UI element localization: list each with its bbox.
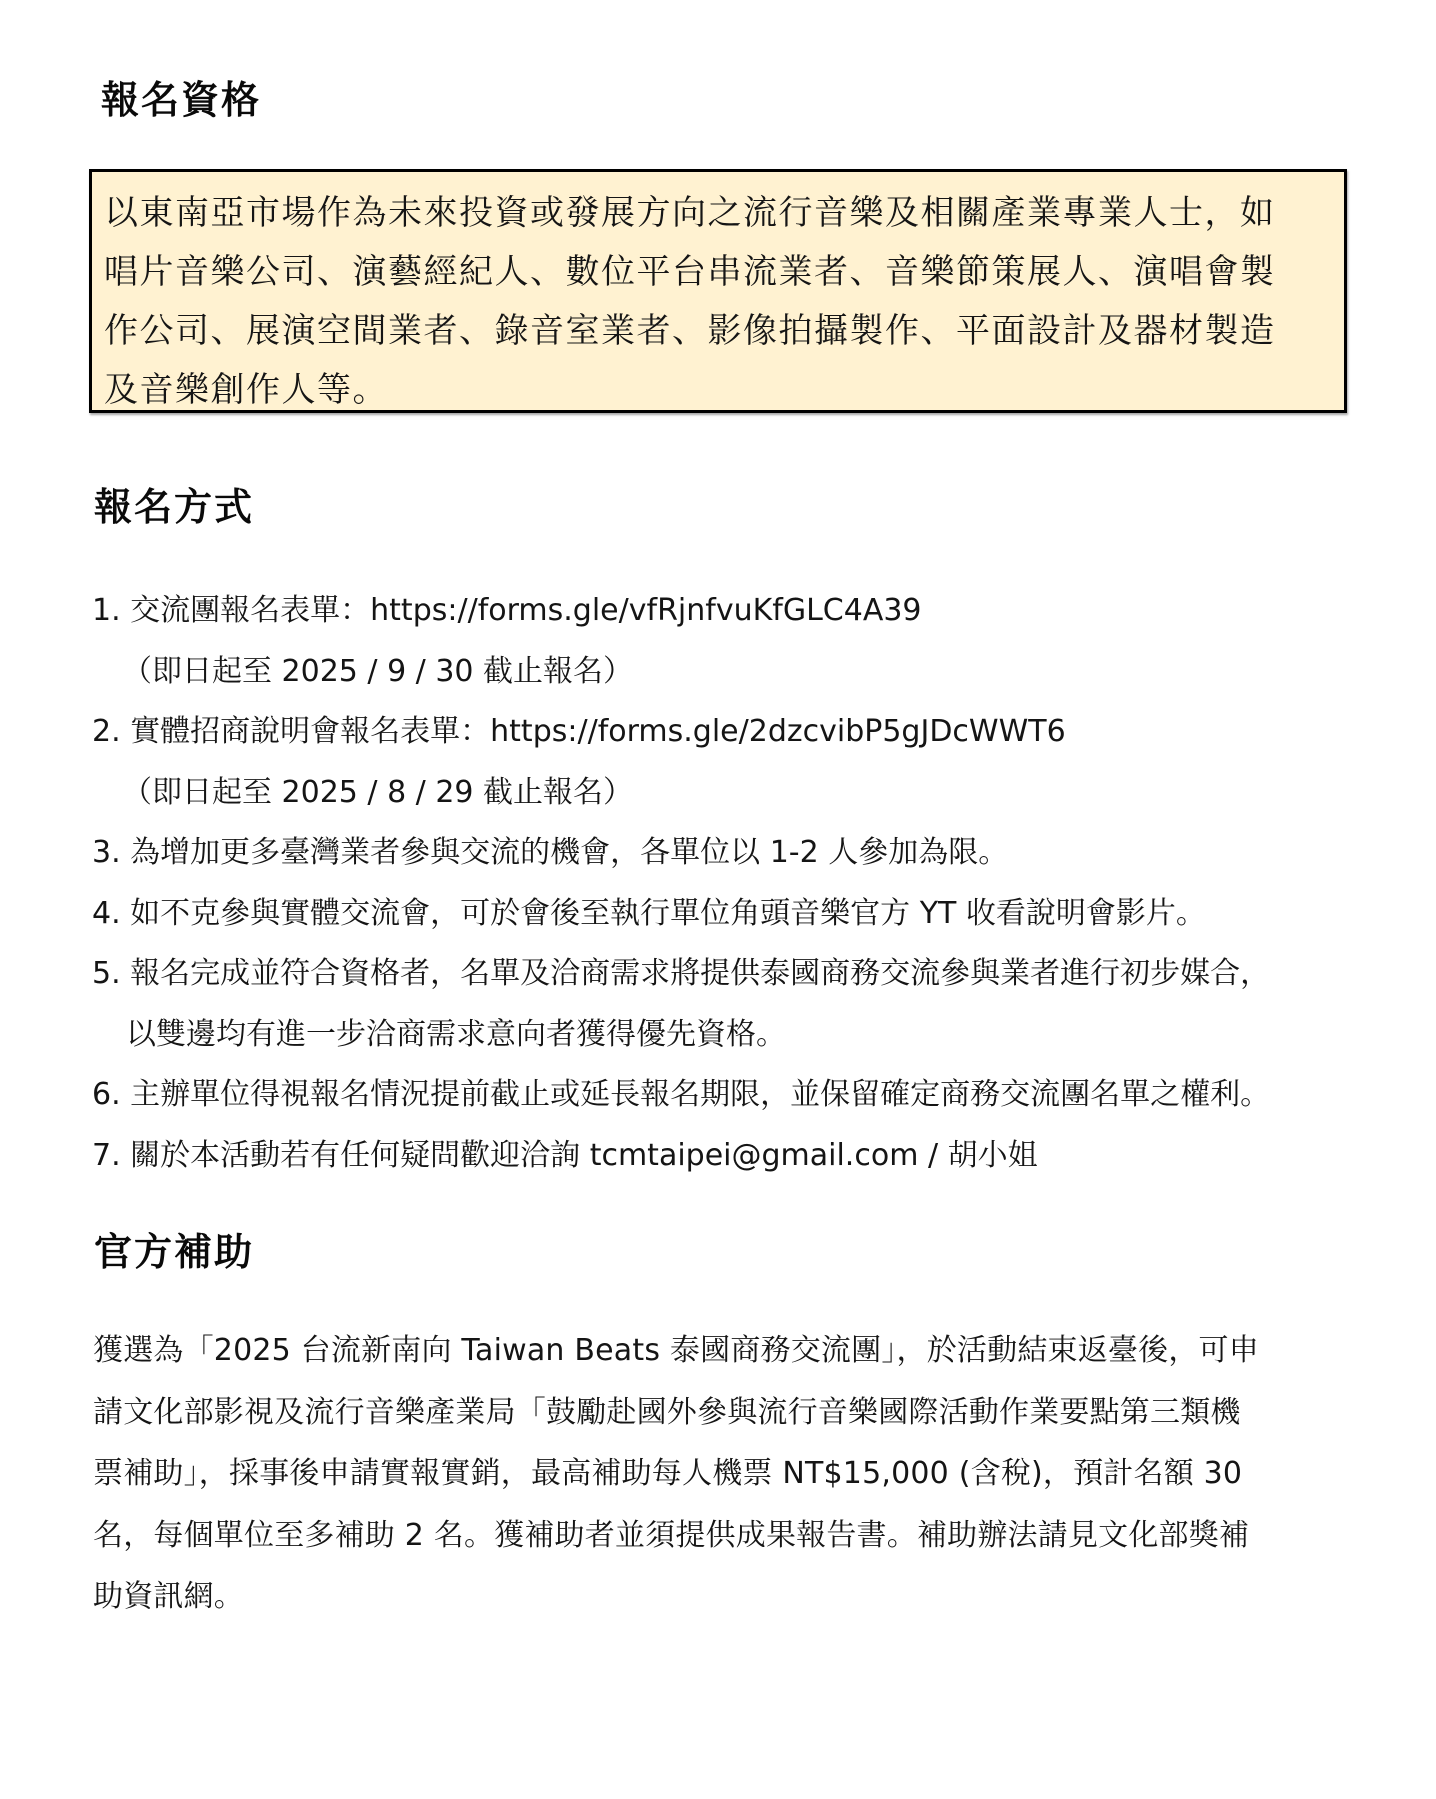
- list-item-organizer-rights: 6. 主辦單位得視報名情況提前截止或延長報名期限，並保留確定商務交流團名單之權利。: [92, 1077, 1271, 1112]
- list-item-matching: 5. 報名完成並符合資格者，名單及洽商需求將提供泰國商務交流參與業者進行初步媒合，: [92, 956, 1271, 991]
- subsidy-paragraph: [93, 1320, 1343, 1628]
- list-item-form-link-briefing[interactable]: 2. 實體招商說明會報名表單：https://forms.gle/2dzcvibP5gJDcWWT6: [92, 714, 1066, 749]
- section-title-method: 報名方式: [94, 485, 255, 529]
- list-item-matching-continued: 以雙邊均有進一步洽商需求意向者獲得優先資格。: [126, 1016, 786, 1052]
- qualification-text: [104, 184, 1334, 420]
- list-item-form-link-exchange[interactable]: 1. 交流團報名表單：https://forms.gle/vfRjnfvuKfGLC4A39: [92, 593, 922, 628]
- subsidy-line: 助資訊網。: [93, 1579, 244, 1614]
- qualification-line: 唱片音樂公司、演藝經紀人、數位平台串流業者、音樂節策展人、演唱會製: [104, 252, 1276, 292]
- subsidy-line: 獲選為「2025 台流新南向 Taiwan Beats 泰國商務交流團」，於活動結束返臺後，可申: [93, 1333, 1259, 1368]
- qualification-line: 以東南亞市場作為未來投資或發展方向之流行音樂及相關產業專業人士，如: [104, 193, 1276, 233]
- list-item-participant-limit: 3. 為增加更多臺灣業者參與交流的機會，各單位以 1-2 人參加為限。: [92, 835, 1009, 870]
- section-title-subsidy: 官方補助: [94, 1230, 255, 1274]
- section-title-qualification: 報名資格: [101, 78, 262, 122]
- registration-method-list: [92, 587, 1392, 1192]
- qualification-line: 作公司、展演空間業者、錄音室業者、影像拍攝製作、平面設計及器材製造: [104, 311, 1276, 351]
- list-item-deadline-exchange: （即日起至 2025 / 9 / 30 截止報名）: [122, 653, 634, 689]
- subsidy-line: 請文化部影視及流行音樂產業局「鼓勵赴國外參與流行音樂國際活動作業要點第三類機: [93, 1394, 1241, 1430]
- qualification-line: 及音樂創作人等。: [104, 370, 388, 410]
- list-item-deadline-briefing: （即日起至 2025 / 8 / 29 截止報名）: [122, 774, 634, 810]
- qualification-box: [89, 169, 1347, 413]
- subsidy-line: 票補助」，採事後申請實報實銷，最高補助每人機票 NT$15,000 (含稅)，預計名額 30: [93, 1456, 1243, 1491]
- list-item-contact-email[interactable]: 7. 關於本活動若有任何疑問歡迎洽詢 tcmtaipei@gmail.com / 胡小姐: [92, 1137, 1038, 1173]
- subsidy-line: 名，每個單位至多補助 2 名。獲補助者並須提供成果報告書。補助辦法請見文化部獎補: [93, 1517, 1250, 1553]
- list-item-youtube-video: 4. 如不克參與實體交流會，可於會後至執行單位角頭音樂官方 YT 收看說明會影片。: [92, 895, 1206, 931]
